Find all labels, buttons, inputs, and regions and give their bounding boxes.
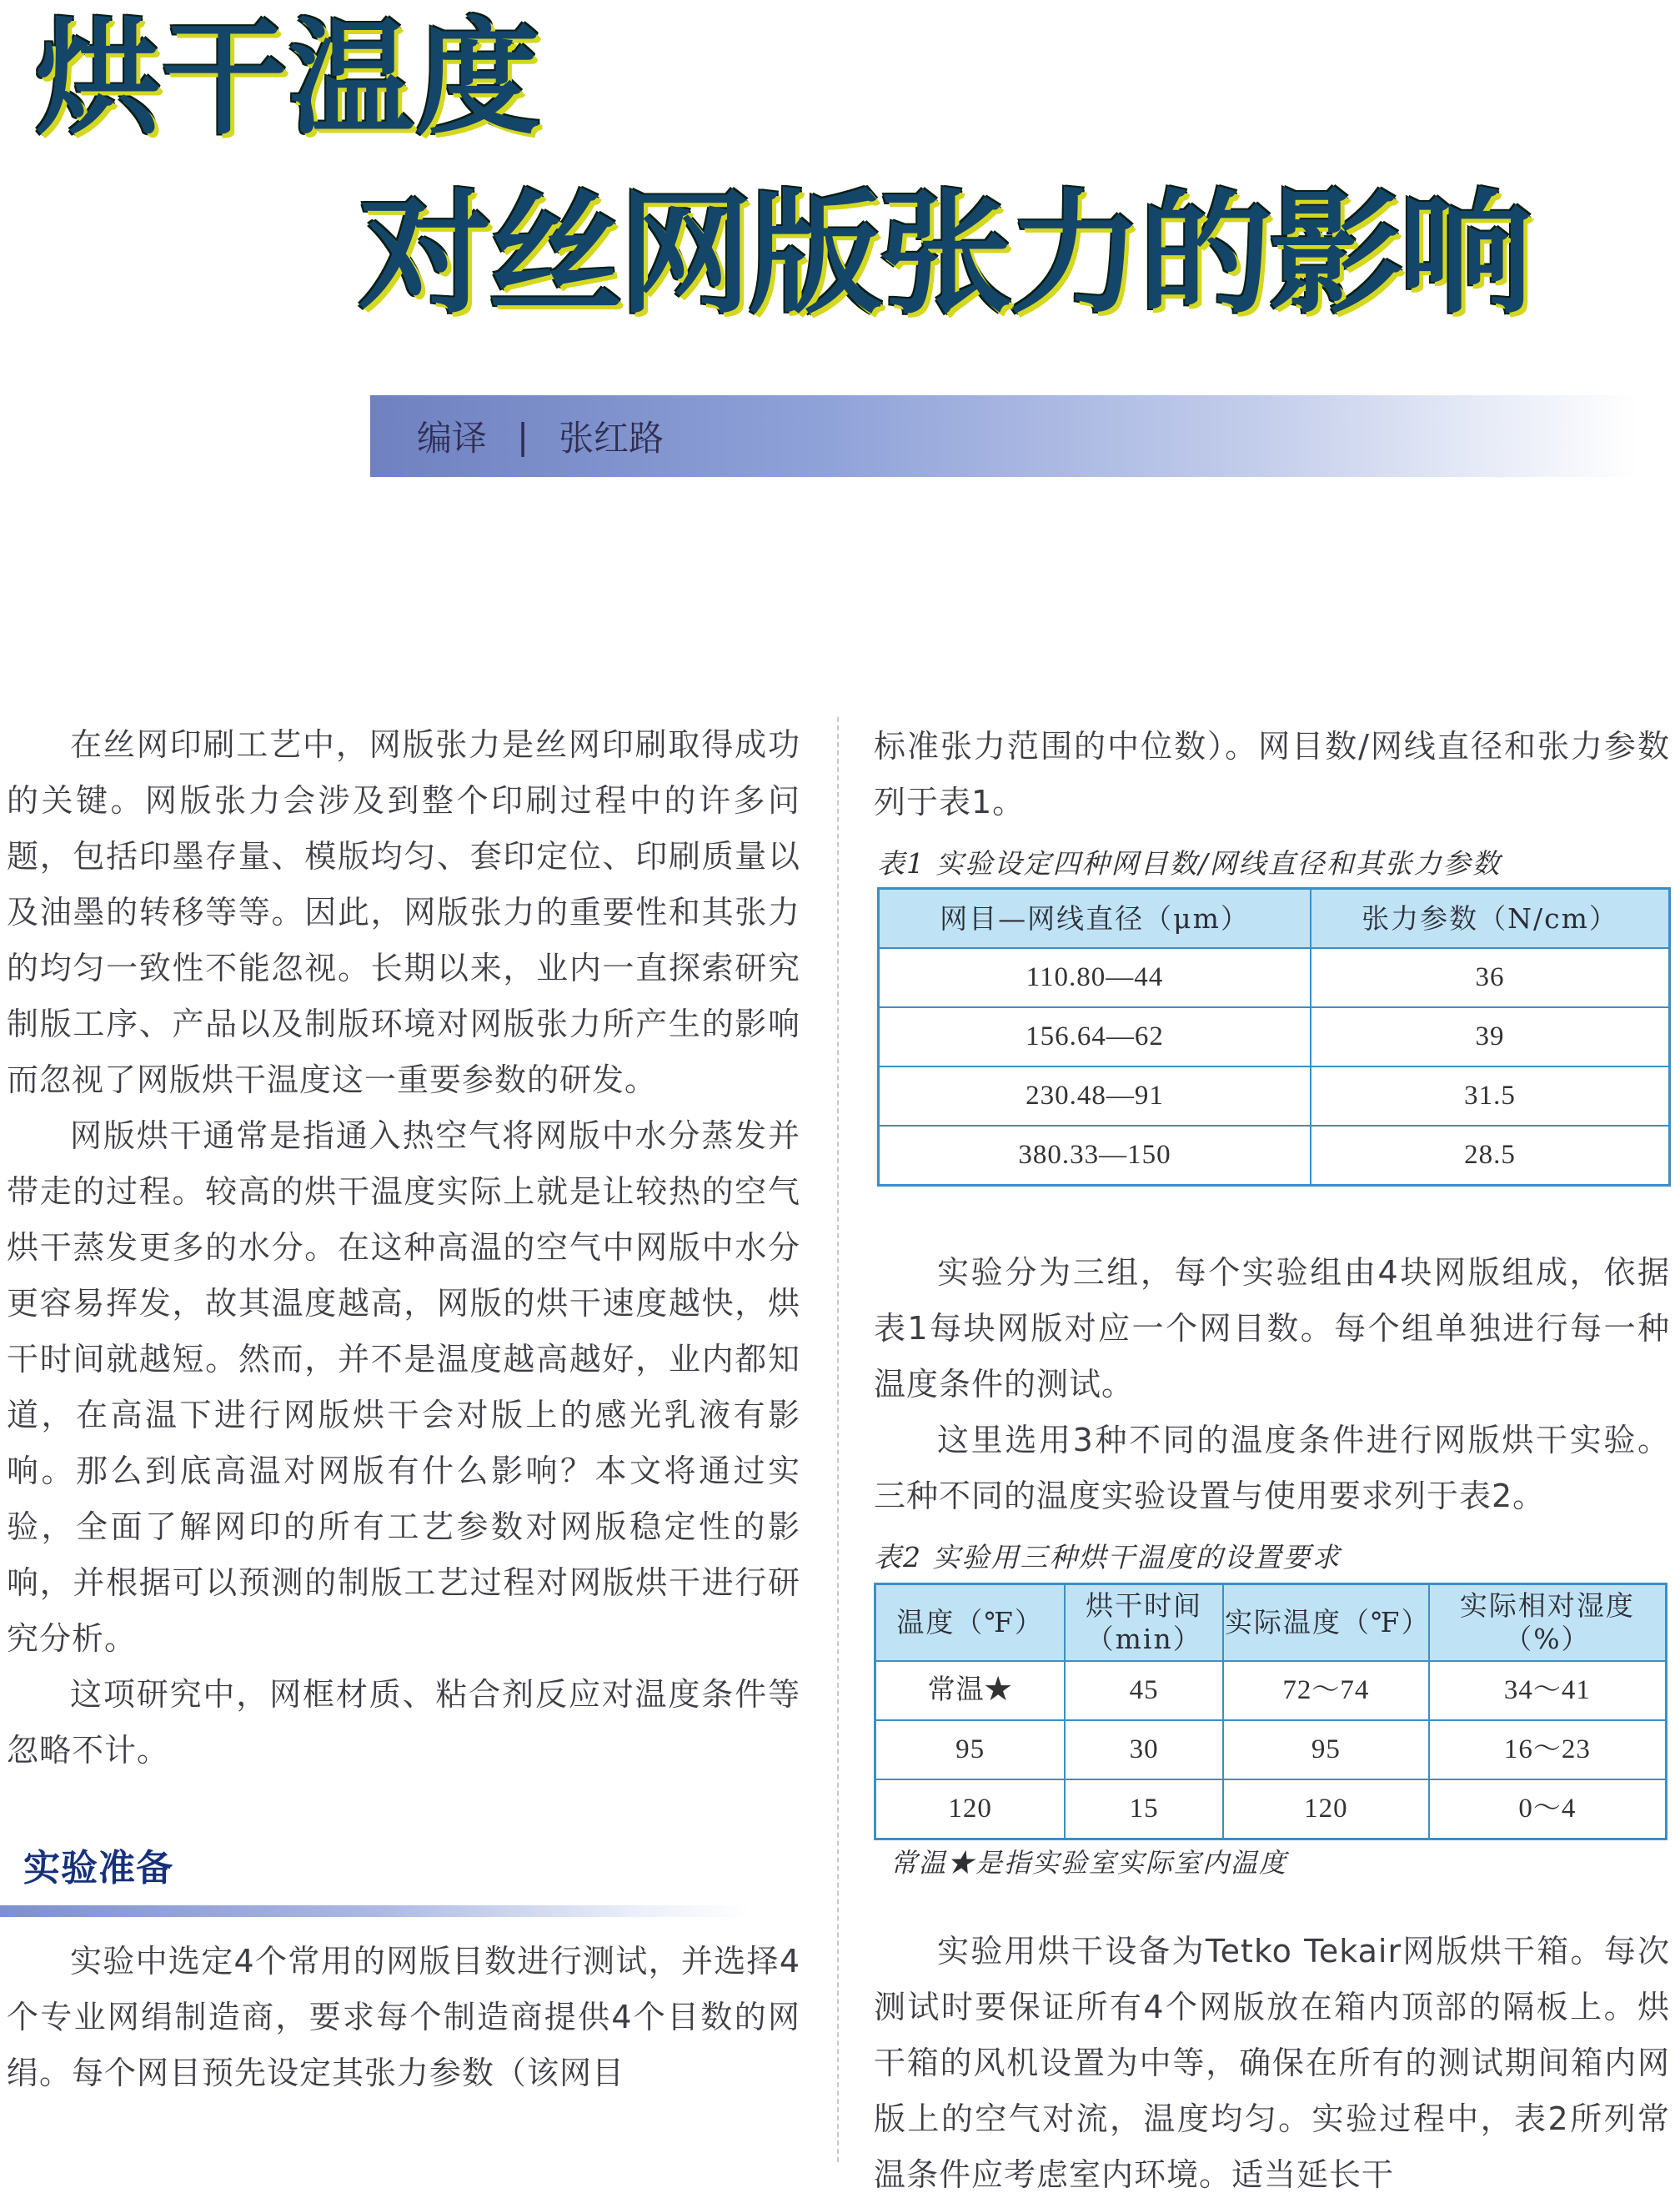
table-cell: 39: [1311, 1007, 1669, 1066]
table-cell: 95: [875, 1720, 1066, 1779]
column-divider: [837, 717, 839, 2162]
table-row: [875, 1661, 1667, 1720]
table-cell: 110.80—44: [879, 948, 1311, 1007]
section-heading: 实验准备: [23, 1847, 173, 1889]
conditions-paragraph: 这里选用3种不同的温度条件进行网版烘干实验。三种不同的温度实验设置与使用要求列于表2。: [874, 1422, 1670, 1514]
prep-paragraph: 实验中选定4个常用的网版目数进行测试，并选择4个专业网绢制造商，要求每个制造商提供4个目数的网绢。每个网目预先设定其张力参数（该网目: [7, 1943, 800, 2091]
table1: [877, 887, 1671, 1187]
table-cell: 36: [1311, 948, 1669, 1007]
title-line-2: 对丝网版张力的影响: [359, 176, 1530, 332]
intro-paragraph: 在丝网印刷工艺中，网版张力是丝网印刷取得成功的关键。网版张力会涉及到整个印刷过程中的许多问题，包括印墨存量、模版均匀、套印定位、印刷质量以及油墨的转移等等。因此，网版张力的重要性和其张力的均匀一致性不能忽视。长期以来，业内一直探索研究制版工序、产品以及制版环境对网版张力所产生的影响而忽视了网版烘干温度这一重要参数的研发。: [7, 726, 800, 1098]
table-cell: 45: [1065, 1661, 1223, 1720]
table-cell: 120: [1223, 1779, 1429, 1839]
table-row: [879, 1126, 1670, 1186]
groups-paragraph: 实验分为三组，每个实验组由4块网版组成，依据表1每块网版对应一个网目数。每个组单独进行每一种温度条件的测试。: [874, 1254, 1670, 1403]
table1-caption: 表1 实验设定四种网目数/网线直径和其张力参数: [877, 847, 1502, 880]
title-line-1: 烘干温度: [35, 7, 543, 152]
continued-paragraph: 标准张力范围的中位数）。网目数/网线直径和张力参数列于表1。: [874, 728, 1670, 820]
table-header-cell: 实际温度（℉）: [1223, 1584, 1429, 1662]
table-header-row: [875, 1584, 1667, 1662]
table-cell: 230.48—91: [879, 1066, 1311, 1126]
table-header-cell: 实际相对湿度（%）: [1429, 1584, 1667, 1662]
table-cell: 30: [1065, 1720, 1223, 1779]
drying-paragraph: 网版烘干通常是指通入热空气将网版中水分蒸发并带走的过程。较高的烘干温度实际上就是让较热的空气烘干蒸发更多的水分。在这种高温的空气中网版中水分更容易挥发，故其温度越高，网版的烘干速度越快，烘干时间就越短。然而，并不是温度越高越好，业内都知道，在高温下进行网版烘干会对版上的感光乳液有影响。那么到底高温对网版有什么影响？本文将通过实验，全面了解网印的所有工艺参数对网版稳定性的影响，并根据可以预测的制版工艺过程对网版烘干进行研究分析。: [7, 1117, 800, 1657]
table-row: [879, 948, 1670, 1007]
table-cell: 15: [1065, 1779, 1223, 1839]
table-row: [875, 1779, 1667, 1839]
table-header-cell: 温度（℉）: [875, 1584, 1066, 1662]
table-cell: 34～41: [1429, 1661, 1667, 1720]
table-cell: 31.5: [1311, 1066, 1669, 1126]
table2-note: 常温★是指实验室实际室内温度: [890, 1847, 1288, 1879]
scope-paragraph: 这项研究中，网框材质、粘合剂反应对温度条件等忽略不计。: [7, 1676, 800, 1769]
table-cell: 0～4: [1429, 1779, 1667, 1839]
table-cell: 28.5: [1311, 1126, 1669, 1186]
byline-separator: |: [517, 415, 529, 457]
table-row: [879, 1007, 1670, 1066]
table-row: [875, 1720, 1667, 1779]
table-cell: 156.64—62: [879, 1007, 1311, 1066]
table-header-row: [879, 889, 1670, 949]
table-cell: 72～74: [1223, 1661, 1429, 1720]
table-header-cell: 张力参数（N/cm）: [1311, 889, 1669, 949]
right-column: [874, 719, 1670, 2203]
table-row: [879, 1066, 1670, 1126]
section-rule: [0, 1905, 750, 1917]
table-header-cell: 烘干时间（min）: [1065, 1584, 1223, 1662]
table2: [874, 1583, 1667, 1840]
table-header-cell: 网目—网线直径（μm）: [879, 889, 1311, 949]
byline-bar: [370, 395, 1637, 477]
byline-author: 张红路: [559, 418, 664, 459]
equipment-paragraph: 实验用烘干设备为Tetko Tekair网版烘干箱。每次测试时要保证所有4个网版放在箱内顶部的隔板上。烘干箱的风机设置为中等，确保在所有的测试期间箱内网版上的空气对流，温度均匀。实验过程中，表2所列常温条件应考虑室内环境。适当延长干: [874, 1933, 1670, 2193]
left-column: [7, 717, 800, 2101]
table-cell: 常温★: [875, 1661, 1066, 1720]
table-cell: 95: [1223, 1720, 1429, 1779]
byline-label: 编译: [417, 418, 488, 459]
table-cell: 16～23: [1429, 1720, 1667, 1779]
table-cell: 120: [875, 1779, 1066, 1839]
table2-caption: 表2 实验用三种烘干温度的设置要求: [874, 1541, 1341, 1573]
table-cell: 380.33—150: [879, 1126, 1311, 1186]
